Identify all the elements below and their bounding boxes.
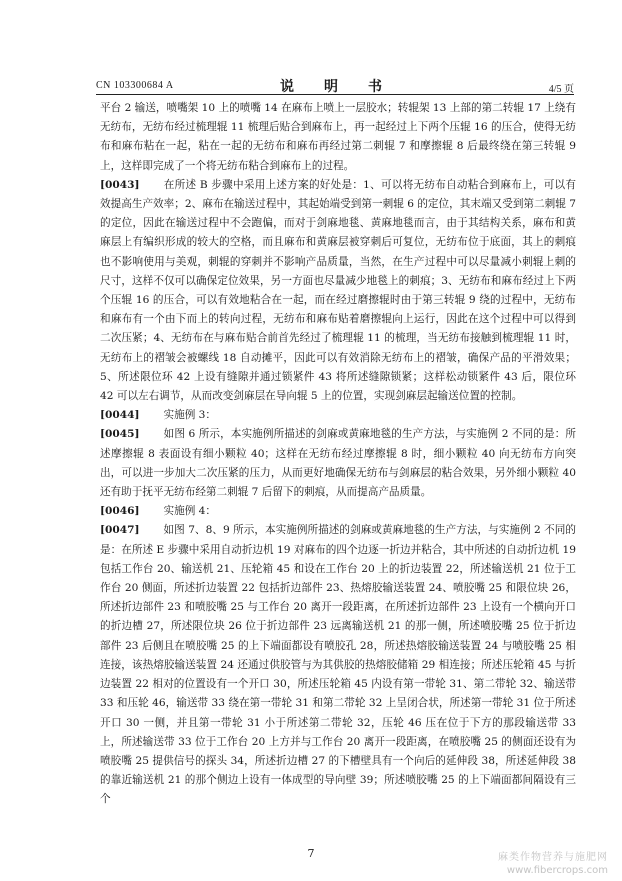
document-body (100, 99, 576, 810)
paragraph (100, 176, 576, 406)
paragraph-number: [0044] (100, 409, 140, 422)
paragraph-text: 如图 6 所示，本实施例所描述的剑麻或黄麻地毯的生产方法，与实施例 2 不同的是：所述摩擦辊 8 表面设有细小颗粒 40；这样在无纺布经过摩擦辊 8 时，细小颗粒 40 向无纺布方向突出，可以进一步加大二次压紧的压力，从而更好地确保无纺布与剑麻层的粘合效果，另外细小颗粒 40 还有助于抚平无纺布经第二刺辊 7 后留下的刺痕，从而提高产品质量。 (100, 428, 576, 499)
document-title: 说 明 书 (280, 79, 390, 95)
page-number: 7 (307, 847, 315, 860)
page-header (96, 80, 574, 94)
paragraph-text: 在所述 B 步骤中采用上述方案的好处是：1、可以将无纺布自动粘合到麻布上，可以有效提高生产效率；2、麻布在输送过程中，其起始端受到第一刺辊 6 的定位，其末端又受到第二刺辊 7 的定位，因此在输送过程中不会跑偏，而对于剑麻地毯、黄麻地毯而言，由于其结构关系，麻布和黄麻层上有编织形成的较大的空格，而且麻布和黄麻层被穿刺后可复位，无纺布位于底面，其上的刺痕也不影响使用与美观，刺辊的穿刺并不影响产品质量，当然，在生产过程中可以尽量减小刺辊上刺的尺寸，这样不仅可以确保定位效果，另一方面也尽量减少地毯上的刺痕；3、无纺布和麻布经过上下两个压辊 16 的压合，可以有效地粘合在一起，而在经过磨擦辊时由于第三转辊 9 绕的过程中，无纺布和麻布有一个由下而上的转向过程，无纺布和麻布贴着磨擦辊向上运行，因此在这个过程中可以得到二次压紧；4、无纺布在与麻布贴合前首先经过了梳理辊 11 的梳理，当无纺布接触到梳理辊 11 时，无纺布上的褶皱会被螺线 18 自动摊平，因此可以有效消除无纺布上的褶皱，确保产品的平滑效果；5、所述限位环 42 上设有缝隙并通过锁紧件 43 将所述缝隙锁紧；这样松动锁紧件 43 后，限位环 42 可以左右调节，从而改变剑麻层在导向辊 5 上的位置，实现剑麻层起输送位置的控制。 (100, 178, 576, 403)
header-rule (96, 94, 574, 95)
publication-number: CN 103300684 A (96, 80, 174, 91)
page-indicator: 4/5 页 (548, 84, 574, 95)
paragraph (100, 521, 576, 809)
paragraph-text: 如图 7、8、9 所示，本实施例所描述的剑麻或黄麻地毯的生产方法，与实施例 2 不同的是：在所述 E 步骤中采用自动折边机 19 对麻布的四个边逐一折边并粘合，其中所述的自动折边机 19 包括工作台 20、输送机 21、压轮箱 45 和设在工作台 20 上的折边装置 22，所述输送机 21 位于工作台 20 侧面，所述折边装置 22 包括折边部件 23、热熔胶输送装置 24、喷胶嘴 25 和限位块 26，所述折边部件 23 和喷胶嘴 25 与工作台 20 离开一段距离，在所述折边部件 23 上设有一个横向开口的折边槽 27，所述限位块 26 位于折边部件 23 远离输送机 21 的那一侧，所述喷胶嘴 25 位于折边部件 23 后侧且在喷胶嘴 25 的上下端面都设有喷胶孔 28，所述热熔胶输送装置 24 与喷胶嘴 25 相连接，该热熔胶输送装置 24 还通过供胶管与为其供胶的热熔胶储箱 29 相连接；所述压轮箱 45 与折边装置 22 相对的位置设有一个开口 30，所述压轮箱 45 内设有第一带轮 31、第二带轮 32、输送带 33 和压轮 46，输送带 33 绕在第一带轮 31 和第二带轮 32 上呈闭合状，所述第一带轮 31 位于所述开口 30 一侧，并且第一带轮 31 小于所述第二带轮 32，压轮 46 压在位于下方的那段输送带 33 上，所述输送带 33 位于工作台 20 上方并与工作台 20 离开一段距离，在喷胶嘴 25 的侧面还设有为喷胶嘴 25 提供信号的探头 34，所述折边槽 27 的下槽壁具有一个向后的延伸段 38，所述延伸段 38 的靠近输送机 21 的那个侧边上设有一体成型的导向壁 39；所述喷胶嘴 25 的上下端面都间隔设有三个 (100, 524, 576, 806)
paragraph-text: 实施例 3： (163, 409, 216, 422)
paragraph-number: [0043] (100, 178, 140, 191)
watermark-url: www.fibercrops.com (506, 865, 608, 876)
paragraph (100, 406, 576, 425)
watermark-title: 麻类作物营养与施肥网 (498, 852, 608, 863)
paragraph (100, 425, 576, 502)
paragraph-number: [0046] (100, 505, 140, 518)
watermark (498, 851, 608, 877)
paragraph (100, 502, 576, 521)
paragraph-number: [0045] (100, 428, 140, 441)
paragraph-number: [0047] (100, 524, 140, 537)
paragraph-text: 实施例 4： (163, 505, 216, 518)
paragraph-text: 平台 2 输送，喷嘴架 10 上的喷嘴 14 在麻布上喷上一层胶水；转辊架 13 上部的第二转辊 17 上绕有无纺布，无纺布经过梳理辊 11 梳理后贴合到麻布上，再一起经过上下两个压辊 16 的压合，使得无纺布和麻布粘在一起，粘在一起的无纺布和麻布再经过第二刺辊 7 和摩擦辊 8 后最终绕在第三转辊 9 上，这样即完成了一个将无纺布粘合到麻布上的过程。 (100, 102, 576, 172)
paragraph (100, 99, 576, 176)
